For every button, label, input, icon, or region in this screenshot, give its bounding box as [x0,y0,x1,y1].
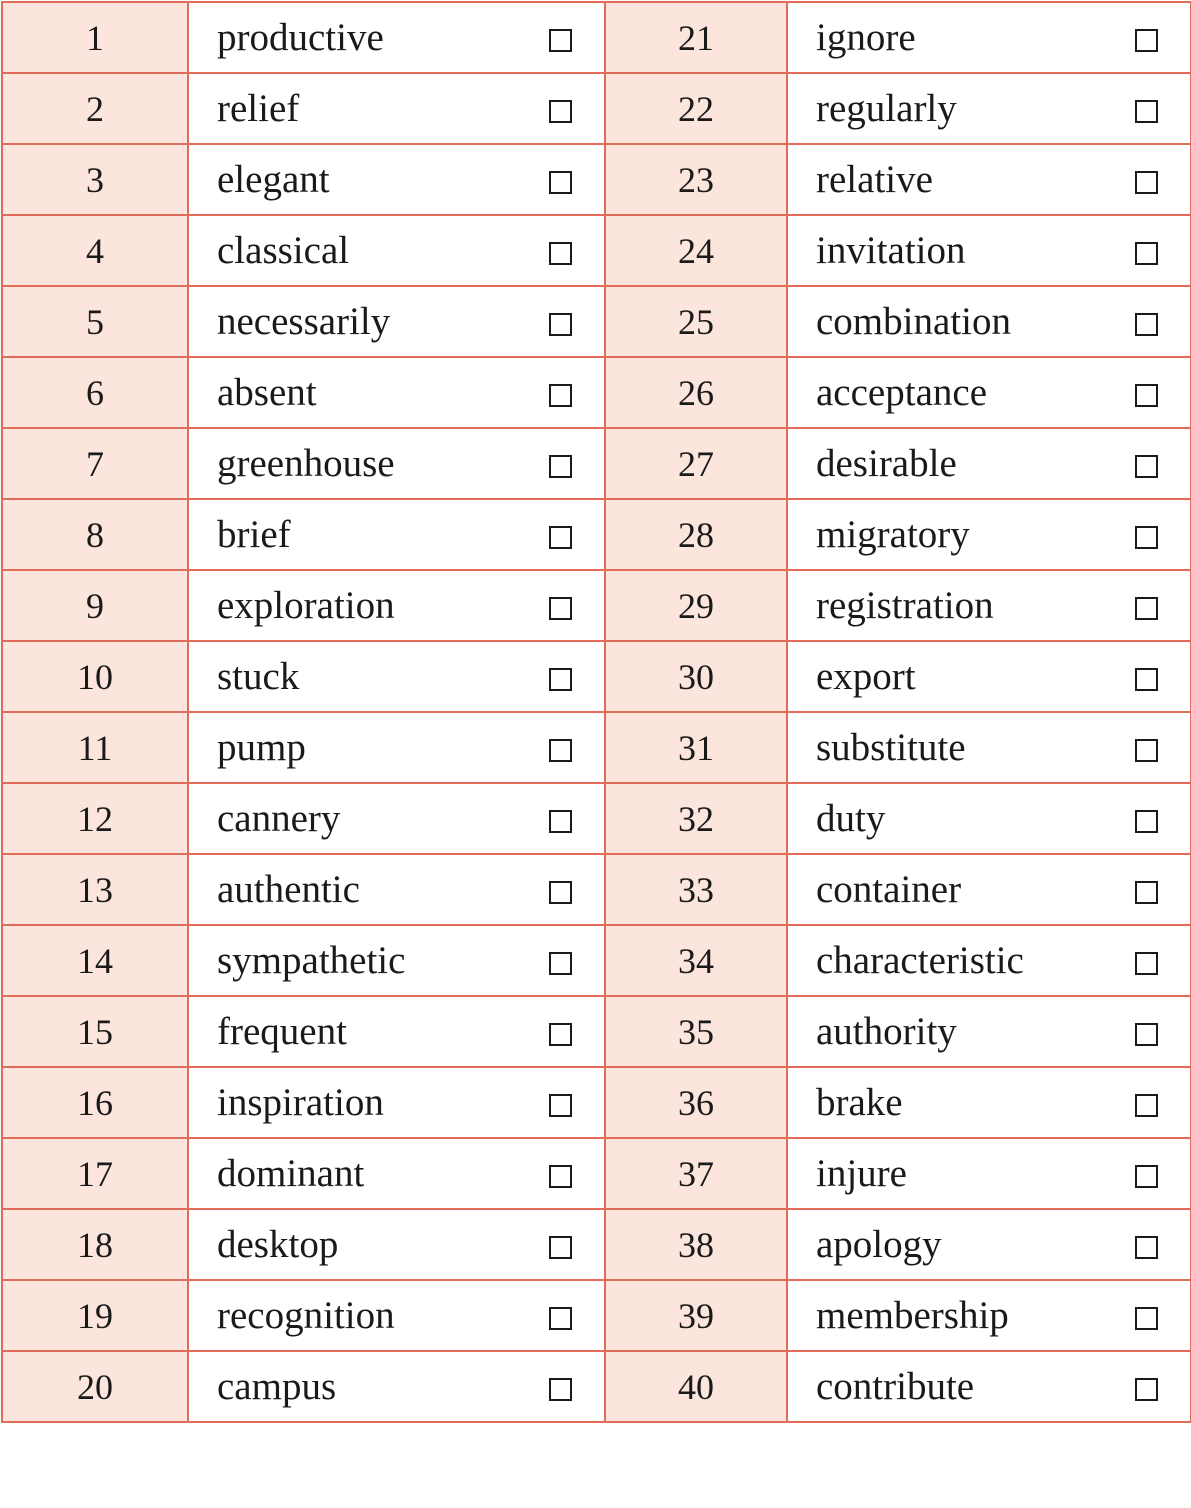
vocabulary-word: dominant [217,1152,365,1195]
table-row [2,1209,1191,1280]
empty-checkbox-icon[interactable] [549,313,572,336]
vocabulary-word-cell [188,1138,605,1209]
vocabulary-word: exploration [217,584,395,627]
vocabulary-word-cell [787,1280,1191,1351]
item-number: 7 [2,428,188,499]
vocabulary-word-cell [787,428,1191,499]
empty-checkbox-icon[interactable] [1135,1378,1158,1401]
empty-checkbox-icon[interactable] [549,739,572,762]
vocabulary-word: brake [816,1081,903,1124]
vocabulary-word-cell [188,783,605,854]
item-number: 32 [605,783,787,854]
vocabulary-word-cell [188,73,605,144]
vocabulary-word: contribute [816,1365,975,1408]
vocabulary-word-cell [787,712,1191,783]
empty-checkbox-icon[interactable] [549,668,572,691]
vocabulary-word-cell [188,286,605,357]
empty-checkbox-icon[interactable] [549,1307,572,1330]
vocabulary-word-cell [787,1067,1191,1138]
vocabulary-word-cell [787,1209,1191,1280]
empty-checkbox-icon[interactable] [1135,881,1158,904]
vocabulary-word: combination [816,300,1011,343]
empty-checkbox-icon[interactable] [1135,526,1158,549]
vocabulary-word: brief [217,513,291,556]
vocabulary-word: membership [816,1294,1009,1337]
vocabulary-word: authentic [217,868,360,911]
table-row [2,1280,1191,1351]
empty-checkbox-icon[interactable] [1135,1236,1158,1259]
vocabulary-word-cell [787,2,1191,73]
table-row [2,1351,1191,1422]
table-row [2,215,1191,286]
empty-checkbox-icon[interactable] [549,597,572,620]
empty-checkbox-icon[interactable] [549,1378,572,1401]
empty-checkbox-icon[interactable] [549,1165,572,1188]
item-number: 11 [2,712,188,783]
empty-checkbox-icon[interactable] [1135,384,1158,407]
item-number: 26 [605,357,787,428]
empty-checkbox-icon[interactable] [1135,100,1158,123]
empty-checkbox-icon[interactable] [549,100,572,123]
item-number: 40 [605,1351,787,1422]
empty-checkbox-icon[interactable] [1135,171,1158,194]
empty-checkbox-icon[interactable] [549,810,572,833]
item-number: 17 [2,1138,188,1209]
item-number: 29 [605,570,787,641]
item-number: 35 [605,996,787,1067]
vocabulary-word-cell [787,925,1191,996]
table-row [2,428,1191,499]
item-number: 28 [605,499,787,570]
vocabulary-word-cell [787,499,1191,570]
vocabulary-word: absent [217,371,317,414]
item-number: 15 [2,996,188,1067]
vocabulary-word-cell [188,1280,605,1351]
item-number: 6 [2,357,188,428]
empty-checkbox-icon[interactable] [549,1094,572,1117]
empty-checkbox-icon[interactable] [1135,597,1158,620]
item-number: 23 [605,144,787,215]
vocabulary-word: productive [217,16,384,59]
empty-checkbox-icon[interactable] [549,881,572,904]
vocabulary-word-cell [188,499,605,570]
item-number: 24 [605,215,787,286]
vocabulary-word: inspiration [217,1081,384,1124]
table-row [2,570,1191,641]
item-number: 25 [605,286,787,357]
vocabulary-word: regularly [816,87,957,130]
vocabulary-checklist-sheet [0,1,1191,1508]
vocabulary-word: necessarily [217,300,391,343]
empty-checkbox-icon[interactable] [549,952,572,975]
vocabulary-word: classical [217,229,350,272]
vocabulary-word: sympathetic [217,939,406,982]
vocabulary-word: elegant [217,158,330,201]
table-row [2,925,1191,996]
vocabulary-word-cell [188,1209,605,1280]
item-number: 2 [2,73,188,144]
item-number: 16 [2,1067,188,1138]
vocabulary-word: registration [816,584,994,627]
vocabulary-word: desirable [816,442,957,485]
vocabulary-word: greenhouse [217,442,395,485]
vocabulary-table-body [2,2,1191,1422]
vocabulary-word: cannery [217,797,341,840]
vocabulary-word: acceptance [816,371,988,414]
vocabulary-word-cell [188,357,605,428]
table-row [2,712,1191,783]
item-number: 8 [2,499,188,570]
table-row [2,1138,1191,1209]
item-number: 31 [605,712,787,783]
empty-checkbox-icon[interactable] [549,526,572,549]
empty-checkbox-icon[interactable] [1135,810,1158,833]
vocabulary-word-cell [188,996,605,1067]
item-number: 5 [2,286,188,357]
empty-checkbox-icon[interactable] [1135,242,1158,265]
table-row [2,783,1191,854]
item-number: 21 [605,2,787,73]
empty-checkbox-icon[interactable] [549,455,572,478]
vocabulary-word-cell [787,144,1191,215]
empty-checkbox-icon[interactable] [549,1236,572,1259]
table-row [2,996,1191,1067]
empty-checkbox-icon[interactable] [1135,668,1158,691]
empty-checkbox-icon[interactable] [1135,739,1158,762]
vocabulary-word: pump [217,726,306,769]
vocabulary-word-cell [787,570,1191,641]
empty-checkbox-icon[interactable] [549,242,572,265]
vocabulary-word-cell [787,783,1191,854]
table-row [2,144,1191,215]
empty-checkbox-icon[interactable] [1135,29,1158,52]
vocabulary-word-cell [787,286,1191,357]
item-number: 14 [2,925,188,996]
table-row [2,2,1191,73]
item-number: 39 [605,1280,787,1351]
table-row [2,854,1191,925]
item-number: 38 [605,1209,787,1280]
vocabulary-word: frequent [217,1010,347,1053]
item-number: 13 [2,854,188,925]
vocabulary-word: invitation [816,229,966,272]
item-number: 34 [605,925,787,996]
item-number: 19 [2,1280,188,1351]
vocabulary-word: characteristic [816,939,1024,982]
vocabulary-table [1,1,1191,1423]
item-number: 33 [605,854,787,925]
vocabulary-word-cell [188,925,605,996]
vocabulary-word-cell [188,428,605,499]
vocabulary-word-cell [787,357,1191,428]
item-number: 37 [605,1138,787,1209]
vocabulary-word-cell [787,215,1191,286]
empty-checkbox-icon[interactable] [549,1023,572,1046]
item-number: 36 [605,1067,787,1138]
item-number: 27 [605,428,787,499]
table-row [2,499,1191,570]
vocabulary-word-cell [188,1067,605,1138]
vocabulary-word: container [816,868,962,911]
vocabulary-word-cell [787,854,1191,925]
vocabulary-word: campus [217,1365,337,1408]
empty-checkbox-icon[interactable] [549,171,572,194]
item-number: 20 [2,1351,188,1422]
empty-checkbox-icon[interactable] [549,29,572,52]
vocabulary-word-cell [787,1351,1191,1422]
item-number: 18 [2,1209,188,1280]
vocabulary-word-cell [188,144,605,215]
vocabulary-word: apology [816,1223,942,1266]
vocabulary-word-cell [787,1138,1191,1209]
vocabulary-word-cell [188,712,605,783]
table-row [2,73,1191,144]
vocabulary-word: stuck [217,655,300,698]
vocabulary-word: authority [816,1010,957,1053]
vocabulary-word: duty [816,797,886,840]
item-number: 9 [2,570,188,641]
vocabulary-word: injure [816,1152,907,1195]
vocabulary-word-cell [787,996,1191,1067]
vocabulary-word: desktop [217,1223,339,1266]
table-row [2,286,1191,357]
vocabulary-word-cell [188,570,605,641]
table-row [2,1067,1191,1138]
empty-checkbox-icon[interactable] [1135,952,1158,975]
vocabulary-word: migratory [816,513,970,556]
table-row [2,641,1191,712]
empty-checkbox-icon[interactable] [1135,455,1158,478]
vocabulary-word: relative [816,158,933,201]
table-row [2,357,1191,428]
vocabulary-word-cell [188,854,605,925]
item-number: 12 [2,783,188,854]
empty-checkbox-icon[interactable] [549,384,572,407]
item-number: 3 [2,144,188,215]
vocabulary-word: relief [217,87,300,130]
item-number: 4 [2,215,188,286]
empty-checkbox-icon[interactable] [1135,313,1158,336]
vocabulary-word-cell [787,73,1191,144]
empty-checkbox-icon[interactable] [1135,1023,1158,1046]
vocabulary-word-cell [188,215,605,286]
item-number: 1 [2,2,188,73]
vocabulary-word-cell [188,641,605,712]
vocabulary-word-cell [188,2,605,73]
vocabulary-word-cell [787,641,1191,712]
item-number: 10 [2,641,188,712]
item-number: 22 [605,73,787,144]
vocabulary-word: recognition [217,1294,395,1337]
empty-checkbox-icon[interactable] [1135,1165,1158,1188]
vocabulary-word: ignore [816,16,916,59]
vocabulary-word: export [816,655,916,698]
vocabulary-word: substitute [816,726,966,769]
item-number: 30 [605,641,787,712]
vocabulary-word-cell [188,1351,605,1422]
empty-checkbox-icon[interactable] [1135,1094,1158,1117]
empty-checkbox-icon[interactable] [1135,1307,1158,1330]
